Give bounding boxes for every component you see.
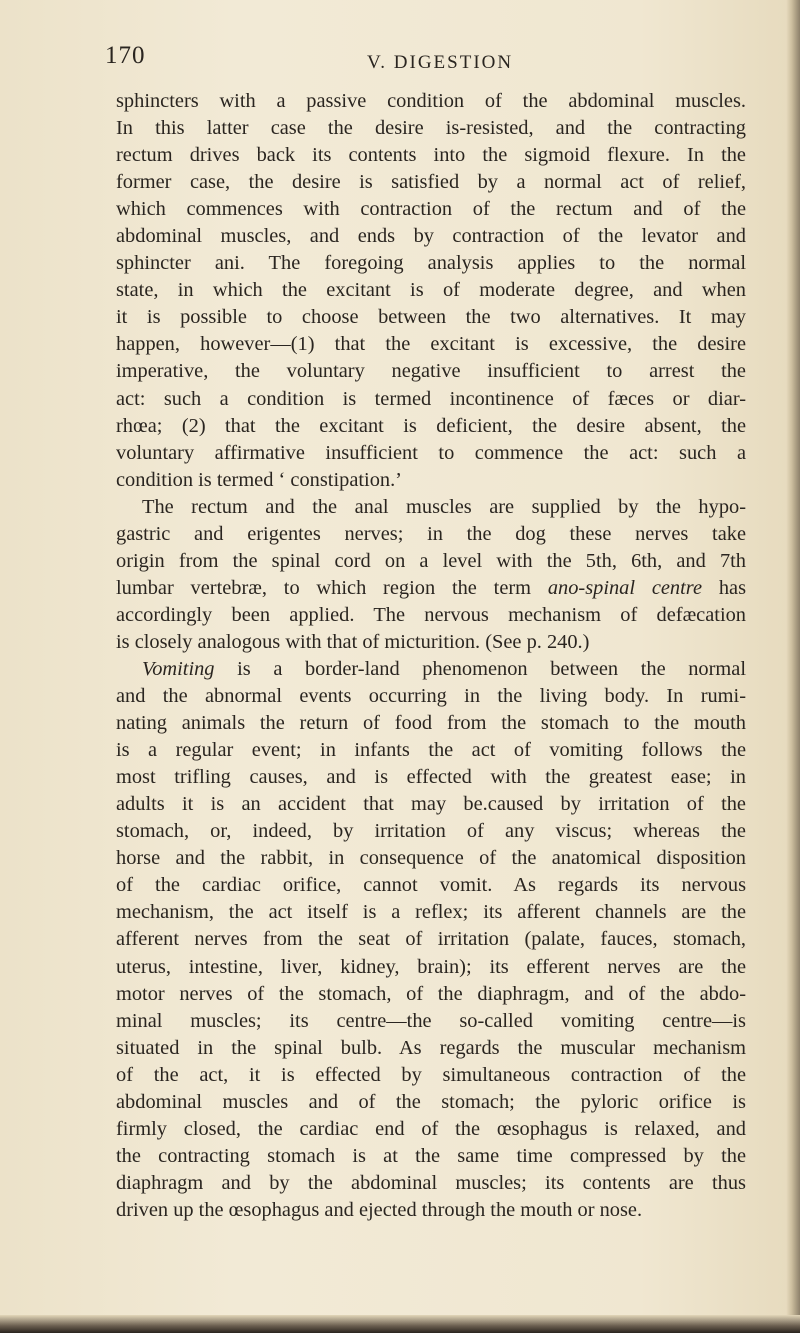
- text-line: origin from the spinal cord on a level with the 5th, 6th, and 7th: [116, 549, 746, 572]
- text-line: adults it is an accident that may be.caused by irritation of the: [116, 793, 746, 816]
- text-line: of the act, it is effected by simultaneous contraction of the: [116, 1063, 746, 1086]
- text-line: horse and the rabbit, in consequence of the anatomical disposition: [116, 847, 746, 870]
- text-line: minal muscles; its centre—the so-called vomiting centre—is: [116, 1009, 746, 1032]
- paragraph: [116, 494, 746, 656]
- text-line: afferent nerves from the seat of irritation (palate, fauces, stomach,: [116, 928, 746, 951]
- text-line: former case, the desire is satisfied by a normal act of relief,: [116, 171, 746, 194]
- italic-term: ano-spinal centre: [547, 576, 703, 599]
- text-line: is closely analogous with that of micturition. (See p. 240.): [116, 630, 590, 653]
- text-line: situated in the spinal bulb. As regards the muscular mechanism: [116, 1036, 746, 1059]
- text-line: firmly closed, the cardiac end of the œsophagus is relaxed, and: [116, 1117, 746, 1140]
- text-line: imperative, the voluntary negative insufficient to arrest the: [116, 360, 746, 383]
- text-line: nating animals the return of food from the stomach to the mouth: [116, 712, 746, 735]
- page-edge-right: [786, 0, 800, 1333]
- text-line: motor nerves of the stomach, of the diaphragm, and of the abdo-: [116, 982, 746, 1005]
- text-line: which commences with contraction of the rectum and of the: [116, 198, 746, 221]
- text-line: driven up the œsophagus and ejected through the mouth or nose.: [116, 1198, 643, 1221]
- paragraph: [116, 88, 746, 494]
- text-line: the contracting stomach is at the same time compressed by the: [116, 1144, 746, 1167]
- text-line: most trifling causes, and is effected with the greatest ease; in: [116, 766, 746, 789]
- text-line: voluntary affirmative insufficient to commence the act: such a: [116, 441, 746, 464]
- running-head: [105, 42, 760, 76]
- page-edge-bottom: [0, 1315, 800, 1333]
- text-line: of the cardiac orifice, cannot vomit. As regards its nervous: [116, 874, 746, 897]
- page-number: 170: [105, 42, 146, 69]
- text-line: In this latter case the desire is-resisted, and the contracting: [116, 117, 746, 140]
- text-line: happen, however—(1) that the excitant is excessive, the desire: [116, 333, 746, 356]
- text-line: abdominal muscles, and ends by contraction of the levator and: [116, 225, 746, 248]
- text-line: it is possible to choose between the two alternatives. It may: [116, 306, 746, 329]
- text-line: sphincters with a passive condition of the abdominal muscles.: [116, 90, 746, 112]
- text-line: diaphragm and by the abdominal muscles; its contents are thus: [116, 1171, 746, 1194]
- text-line: rhœa; (2) that the excitant is deficient, the desire absent, the: [116, 414, 746, 437]
- text-line: mechanism, the act itself is a reflex; its afferent channels are the: [116, 901, 746, 924]
- text-line: Vomiting is a border-land phenomenon between the normal: [142, 657, 746, 680]
- text-line: uterus, intestine, liver, kidney, brain); its efferent nerves are the: [116, 955, 746, 978]
- text-line: gastric and erigentes nerves; in the dog these nerves take: [116, 522, 746, 545]
- body-text: [116, 88, 746, 1224]
- text-line: is a regular event; in infants the act of vomiting follows the: [116, 739, 746, 762]
- text-line: and the abnormal events occurring in the living body. In rumi-: [116, 685, 746, 708]
- text-line: rectum drives back its contents into the sigmoid flexure. In the: [116, 144, 746, 167]
- text-line: The rectum and the anal muscles are supplied by the hypo-: [142, 495, 746, 518]
- text-line: state, in which the excitant is of moderate degree, and when: [116, 279, 746, 302]
- italic-term: Vomiting: [142, 657, 215, 680]
- chapter-title: V. DIGESTION: [367, 52, 514, 73]
- paragraph: [116, 656, 746, 1224]
- text-line: act: such a condition is termed incontinence of fæces or diar-: [116, 387, 746, 410]
- text-line: accordingly been applied. The nervous mechanism of defæcation: [116, 603, 746, 626]
- text-line: sphincter ani. The foregoing analysis applies to the normal: [116, 252, 746, 275]
- text-line: abdominal muscles and of the stomach; the pyloric orifice is: [116, 1090, 746, 1113]
- text-line: stomach, or, indeed, by irritation of any viscus; whereas the: [116, 820, 746, 843]
- text-line: lumbar vertebræ, to which region the term ano-spinal centre has: [116, 576, 747, 599]
- text-line: condition is termed ‘ constipation.’: [116, 468, 402, 491]
